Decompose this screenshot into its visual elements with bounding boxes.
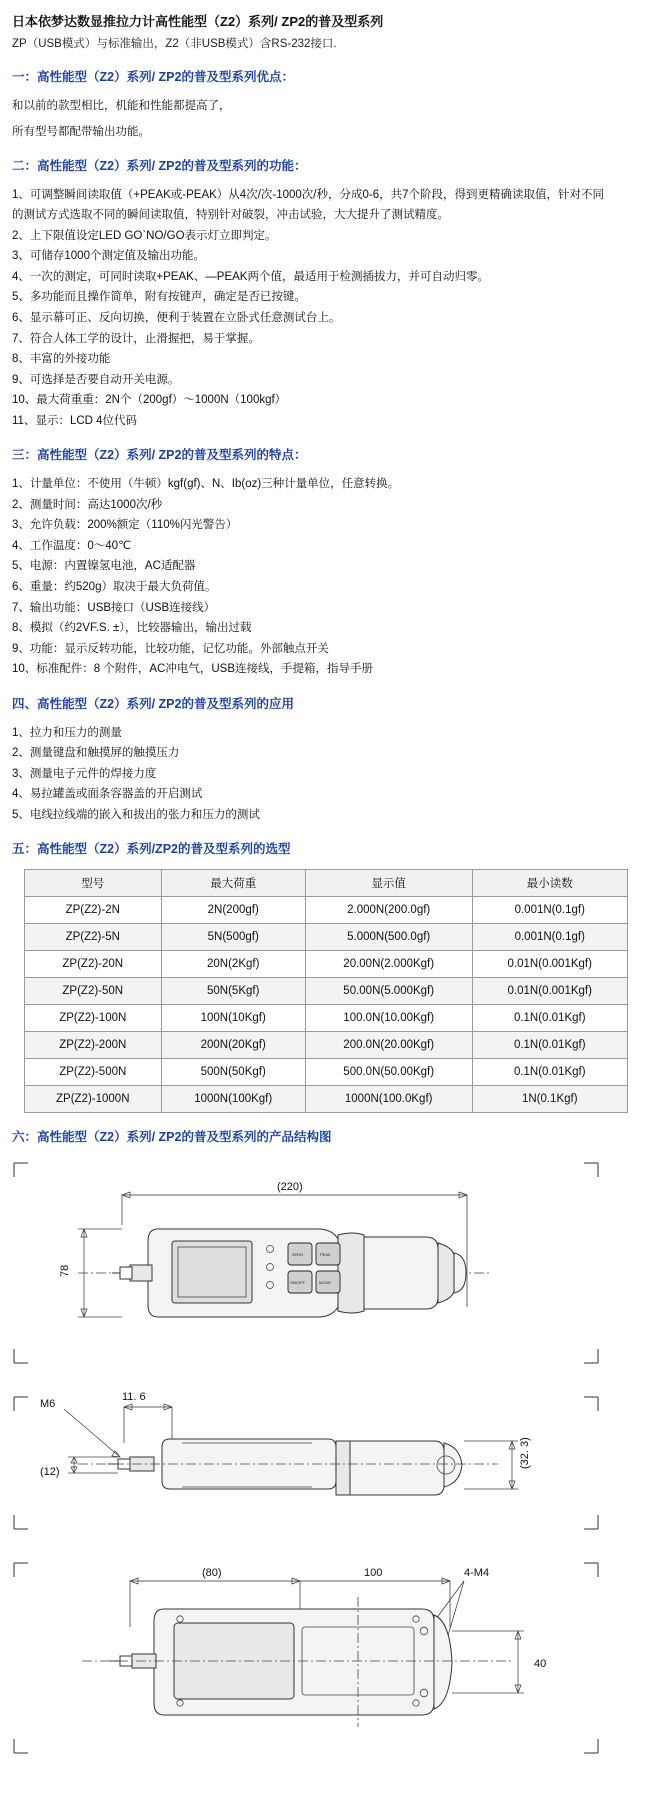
section-1-line-1: 和以前的款型相比，机能和性能都提高了， xyxy=(12,99,231,112)
table-cell: ZP(Z2)-50N xyxy=(25,978,162,1005)
table-row xyxy=(25,897,628,924)
table-cell: 20.00N(2.000Kgf) xyxy=(305,951,472,978)
table-cell: 1N(0.1Kgf) xyxy=(472,1086,628,1113)
product-drawings xyxy=(12,1157,642,1797)
list-item: 1、拉力和压力的测量 xyxy=(12,726,122,739)
table-cell: 200.0N(20.00Kgf) xyxy=(305,1032,472,1059)
table-cell: 200N(20Kgf) xyxy=(161,1032,305,1059)
list-item: 1、计量单位：不使用（牛顿）kgf(gf)、N、Ib(oz)三种计量单位，任意转换。 xyxy=(12,478,400,491)
table-cell: 100.0N(10.00Kgf) xyxy=(305,1005,472,1032)
table-header-cell: 最大荷重 xyxy=(161,870,305,897)
table-cell: 100N(10Kgf) xyxy=(161,1005,305,1032)
section-5-heading: 五：高性能型（Z2）系列/ZP2的普及型系列的选型 xyxy=(12,842,291,857)
table-cell: 50N(5Kgf) xyxy=(161,978,305,1005)
list-item: 5、多功能而且操作简单，附有按键声，确定是否已按键。 xyxy=(12,291,306,304)
key-label-peak: PEAK xyxy=(320,1252,331,1258)
table-header-row xyxy=(25,870,628,897)
key-label-zero: ZERO xyxy=(292,1252,304,1258)
bottom-100-label: 100 xyxy=(364,1567,383,1580)
list-item: 3、可储存1000个测定值及输出功能。 xyxy=(12,250,205,263)
section-1-line-2: 所有型号都配带输出功能。 xyxy=(12,125,150,138)
table-cell: 0.001N(0.1gf) xyxy=(472,897,628,924)
table-cell: 2.000N(200.0gf) xyxy=(305,897,472,924)
table-row xyxy=(25,1005,628,1032)
front-width-label: (220) xyxy=(277,1181,303,1194)
list-item: 3、测量电子元件的焊接力度 xyxy=(12,767,157,780)
list-item: 4、工作温度：0～40℃ xyxy=(12,539,131,552)
side-323-label: (32. 3) xyxy=(519,1437,531,1470)
list-item: 9、功能：显示反转功能，比较功能，记忆功能。外部触点开关 xyxy=(12,642,329,655)
list-item: 8、模拟（约2VF.S. ±），比较器输出，输出过载 xyxy=(12,622,252,635)
list-item: 4、一次的测定，可同时读取+PEAK、—PEAK两个值，最适用于检测插拔力，并可自动归零。 xyxy=(12,270,489,283)
table-cell: 500.0N(50.00Kgf) xyxy=(305,1059,472,1086)
table-cell: 1000N(100Kgf) xyxy=(161,1086,305,1113)
list-item: 9、可选择是否要自动开关电源。 xyxy=(12,373,180,386)
bottom-4m4-label: 4-M4 xyxy=(464,1567,490,1580)
table-cell: 0.01N(0.001Kgf) xyxy=(472,951,628,978)
section-3-heading: 三：高性能型（Z2）系列/ ZP2的普及型系列的特点： xyxy=(12,448,307,463)
table-row xyxy=(25,1086,628,1113)
drawing-svg xyxy=(12,1157,642,1797)
section-2-list xyxy=(12,186,642,432)
table-cell: 0.001N(0.1gf) xyxy=(472,924,628,951)
list-item: 2、测量时间：高达1000次/秒 xyxy=(12,498,163,511)
table-cell: ZP(Z2)-200N xyxy=(25,1032,162,1059)
table-cell: 1000N(100.0Kgf) xyxy=(305,1086,472,1113)
key-label-mode: MODE xyxy=(319,1280,331,1286)
list-item: 5、电源：内置镍氢电池，AC适配器 xyxy=(12,560,196,573)
section-2-heading: 二：高性能型（Z2）系列/ ZP2的普及型系列的功能： xyxy=(12,158,307,173)
page-subtitle: ZP（USB模式）与标准输出，Z2（非USB模式）含RS-232接口. xyxy=(12,37,337,50)
table-cell: ZP(Z2)-100N xyxy=(25,1005,162,1032)
section-3-list xyxy=(12,475,642,679)
list-item: 2、测量键盘和触摸屏的触摸压力 xyxy=(12,747,180,760)
table-cell: 5N(500gf) xyxy=(161,924,305,951)
list-item: 2、上下限值设定LED GO`NO/GO表示灯立即判定。 xyxy=(12,229,277,242)
side-m6-label: M6 xyxy=(40,1398,56,1411)
bottom-80-label: (80) xyxy=(202,1567,222,1580)
list-item: 5、电线拉线端的嵌入和拔出的张力和压力的测试 xyxy=(12,808,260,821)
front-height-label: 78 xyxy=(59,1265,71,1278)
list-item: 1、可调整瞬间读取值（+PEAK或-PEAK）从4次/次-1000次/秒，分成0-6，共7个阶段，得到更精确读取值，针对不同 xyxy=(12,188,605,201)
table-row xyxy=(25,1032,628,1059)
table-row xyxy=(25,1059,628,1086)
table-cell: 0.1N(0.01Kgf) xyxy=(472,1059,628,1086)
table-row xyxy=(25,924,628,951)
list-item: 7、输出功能：USB接口（USB连接线） xyxy=(12,601,216,614)
table-cell: 0.1N(0.01Kgf) xyxy=(472,1005,628,1032)
list-item: 10、最大荷重重：2N个（200gf）～1000N（100kgf） xyxy=(12,394,287,407)
list-item: 6、显示幕可正、反向切换，便利于装置在立卧式任意测试台上。 xyxy=(12,311,341,324)
table-cell: ZP(Z2)-500N xyxy=(25,1059,162,1086)
table-cell: ZP(Z2)-20N xyxy=(25,951,162,978)
key-label-onoff: ON/OFF xyxy=(290,1280,306,1286)
side-12-label: (12) xyxy=(40,1466,60,1479)
table-cell: 0.01N(0.001Kgf) xyxy=(472,978,628,1005)
table-header-cell: 显示值 xyxy=(305,870,472,897)
section-1-heading: 一：高性能型（Z2）系列/ ZP2的普及型系列优点： xyxy=(12,69,294,84)
table-header-cell: 型号 xyxy=(25,870,162,897)
model-selection-table xyxy=(24,869,628,1113)
section-6-heading: 六：高性能型（Z2）系列/ ZP2的普及型系列的产品结构图 xyxy=(12,1130,332,1145)
section-4-heading: 四、高性能型（Z2）系列/ ZP2的普及型系列的应用 xyxy=(12,696,294,711)
table-cell: 50.00N(5.000Kgf) xyxy=(305,978,472,1005)
list-item: 11、显示：LCD 4位代码 xyxy=(12,414,138,427)
table-header-cell: 最小读数 xyxy=(472,870,628,897)
list-item: 7、符合人体工学的设计，止滑握把，易于掌握。 xyxy=(12,332,260,345)
table-row xyxy=(25,951,628,978)
table-cell: 500N(50Kgf) xyxy=(161,1059,305,1086)
table-cell: ZP(Z2)-1000N xyxy=(25,1086,162,1113)
table-cell: 2N(200gf) xyxy=(161,897,305,924)
table-cell: 5.000N(500.0gf) xyxy=(305,924,472,951)
list-item: 3、允许负载：200%额定（110%闪光警告） xyxy=(12,519,238,532)
section-4-list xyxy=(12,724,642,826)
list-item: 8、丰富的外接功能 xyxy=(12,353,111,366)
table-cell: 20N(2Kgf) xyxy=(161,951,305,978)
table-row xyxy=(25,978,628,1005)
list-item: 的测试方式选取不同的瞬间读取值，特别针对破裂，冲击试验，大大提升了测试精度。 xyxy=(12,209,449,222)
list-item: 6、重量：约520g）取决于最大负荷值。 xyxy=(12,580,217,593)
list-item: 10、标准配件：8 个附件，AC冲电气，USB连接线，手提箱，指导手册 xyxy=(12,663,374,676)
side-116-label: 11. 6 xyxy=(122,1391,146,1404)
list-item: 4、易拉罐盖或面条容器盖的开启测试 xyxy=(12,788,203,801)
bottom-40-label: 40 xyxy=(534,1658,547,1671)
table-cell: ZP(Z2)-5N xyxy=(25,924,162,951)
page-title: 日本依梦达数显推拉力计高性能型（Z2）系列/ ZP2的普及型系列 xyxy=(12,14,384,29)
table-cell: ZP(Z2)-2N xyxy=(25,897,162,924)
table-cell: 0.1N(0.01Kgf) xyxy=(472,1032,628,1059)
